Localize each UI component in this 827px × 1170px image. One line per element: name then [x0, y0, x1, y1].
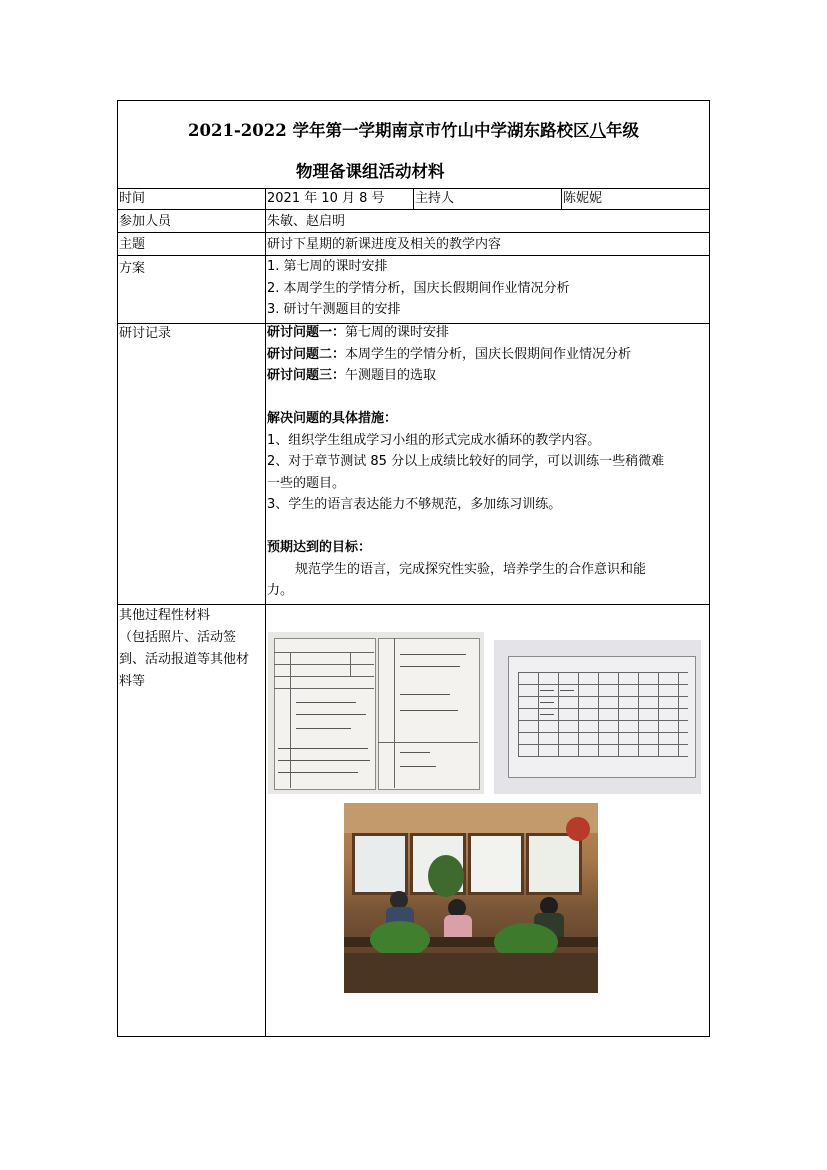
- record-content: [267, 322, 664, 602]
- plan-item: 1. 第七周的课时安排: [267, 259, 388, 274]
- time-label: 时间: [119, 191, 146, 206]
- activity-record-table: [117, 100, 710, 1037]
- row-participants: [118, 210, 709, 233]
- title-block: [118, 101, 709, 189]
- measure-item: 2、对于章节测试 85 分以上成绩比较好的同学，可以训练一些稍微难: [267, 454, 665, 469]
- photo-attendance-sheet: [494, 640, 701, 794]
- row-topic: [118, 233, 709, 256]
- photo-signin-form: [268, 632, 484, 794]
- record-q3: 研讨问题三：午测题目的选取: [267, 368, 437, 383]
- topic-label: 主题: [119, 237, 146, 252]
- row-other-materials: [118, 605, 709, 1036]
- record-q1: 研讨问题一：第七周的课时安排: [267, 325, 450, 340]
- participants-label: 参加人员: [119, 214, 172, 229]
- goal-line: 规范学生的语言，完成探究性实验，培养学生的合作意识和能: [295, 561, 647, 577]
- plan-label: 方案: [119, 261, 146, 276]
- photo-meeting: [344, 803, 598, 993]
- record-label: 研讨记录: [119, 326, 172, 341]
- host-value: 陈妮妮: [563, 191, 603, 206]
- measure-item: 3、学生的语言表达能力不够规范，多加练习训练。: [267, 497, 562, 512]
- row-time: [118, 188, 709, 210]
- other-label: 其他过程性材料 （包括照片、活动签 到、活动报道等其他材 料等: [119, 608, 250, 689]
- host-label: 主持人: [415, 191, 455, 206]
- row-record: [118, 324, 709, 605]
- plan-list: [267, 256, 570, 321]
- page-title: 2021-2022 学年第一学期南京市竹山中学湖东路校区八年级: [188, 121, 639, 140]
- time-value: 2021 年 10 月 8 号: [267, 191, 385, 206]
- page-subtitle: 物理备课组活动材料: [296, 162, 445, 181]
- topic-value: 研讨下星期的新课进度及相关的教学内容: [267, 237, 502, 252]
- participants-value: 朱敏、赵启明: [267, 214, 346, 229]
- plan-item: 2. 本周学生的学情分析，国庆长假期间作业情况分析: [267, 280, 570, 296]
- grade-number: 八: [589, 121, 606, 140]
- measure-item: 1、组织学生组成学习小组的形式完成水循环的教学内容。: [267, 432, 601, 448]
- goal-heading: 预期达到的目标：: [267, 540, 372, 555]
- goal-line: 力。: [267, 583, 294, 598]
- measure-item: 一些的题目。: [267, 475, 346, 491]
- row-plan: [118, 256, 709, 324]
- plan-item: 3. 研讨午测题目的安排: [267, 302, 401, 317]
- measures-heading: 解决问题的具体措施：: [267, 411, 398, 426]
- record-q2: 研讨问题二：本周学生的学情分析，国庆长假期间作业情况分析: [267, 346, 632, 362]
